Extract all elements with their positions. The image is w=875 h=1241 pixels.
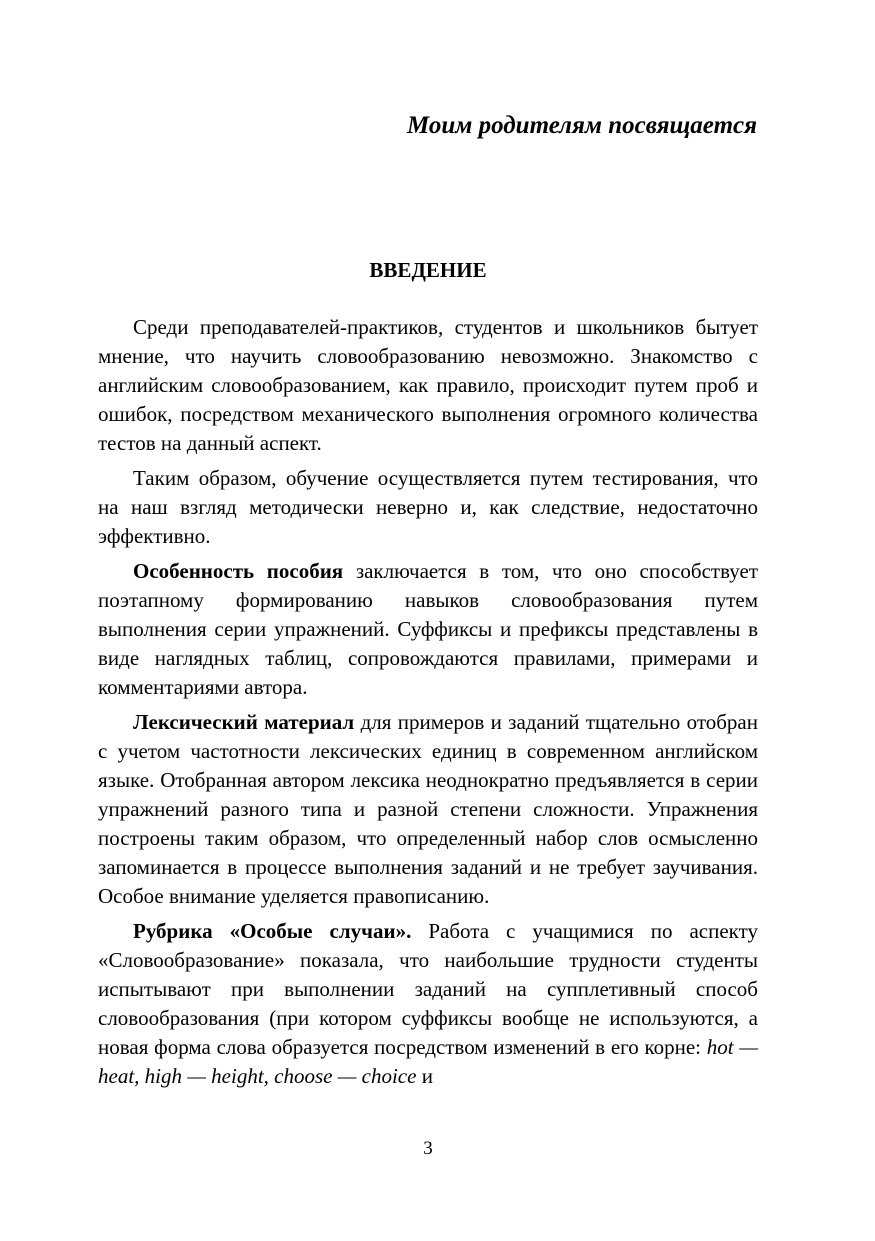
paragraph-3-lead: Особенность пособия <box>133 559 344 583</box>
dedication: Моим родителям посвящается <box>406 112 757 139</box>
paragraph-5-text: Работа с учащимися по аспекту «Словообразование» показала, что наибольшие трудности студенты испытывают при выполнении заданий на супплетивный способ словообразования (при котором суффиксы вообще не используются, а новая форма слова образуется посредством изменений в его корне: <box>98 919 758 1059</box>
paragraph-1 <box>98 313 758 458</box>
paragraph-5 <box>98 917 758 1091</box>
introduction-body <box>98 313 758 1097</box>
paragraph-2 <box>98 464 758 551</box>
paragraph-5-examples: hot — heat, high — height, choose — choice <box>98 1035 758 1088</box>
paragraph-5-tail: и <box>416 1064 433 1088</box>
paragraph-1-text: Среди преподавателей-практиков, студентов и школьников бытует мнение, что научить словообразованию невозможно. Знакомство с английским словообразованием, как правило, происходит путем проб и ошибок, посредством механического выполнения огромного количества тестов на данный аспект. <box>98 315 758 455</box>
section-heading: ВВЕДЕНИЕ <box>369 258 487 282</box>
paragraph-4 <box>98 708 758 911</box>
paragraph-3 <box>98 557 758 702</box>
paragraph-4-text: для примеров и заданий тщательно отобран с учетом частотности лексических единиц в современном английском языке. Отобранная автором лексика неоднократно предъявляется в серии упражнений разного типа и разной степени сложности. Упражнения построены таким образом, что определенный набор слов осмысленно запоминается в процессе выполнения заданий и не требует заучивания. Особое внимание уделяется правописанию. <box>98 710 758 908</box>
page-number: 3 <box>423 1138 433 1159</box>
paragraph-5-lead: Рубрика «Особые случаи». <box>133 919 412 943</box>
paragraph-2-text: Таким образом, обучение осуществляется путем тестирования, что на наш взгляд методически неверно и, как следствие, недостаточно эффективно. <box>98 466 758 548</box>
paragraph-4-lead: Лексический материал <box>133 710 355 734</box>
paragraph-3-text: заключается в том, что оно способствует поэтапному формированию навыков словообразования путем выполнения серии упражнений. Суффиксы и префиксы представлены в виде наглядных таблиц, сопровождаются правилами, примерами и комментариями автора. <box>98 559 758 699</box>
